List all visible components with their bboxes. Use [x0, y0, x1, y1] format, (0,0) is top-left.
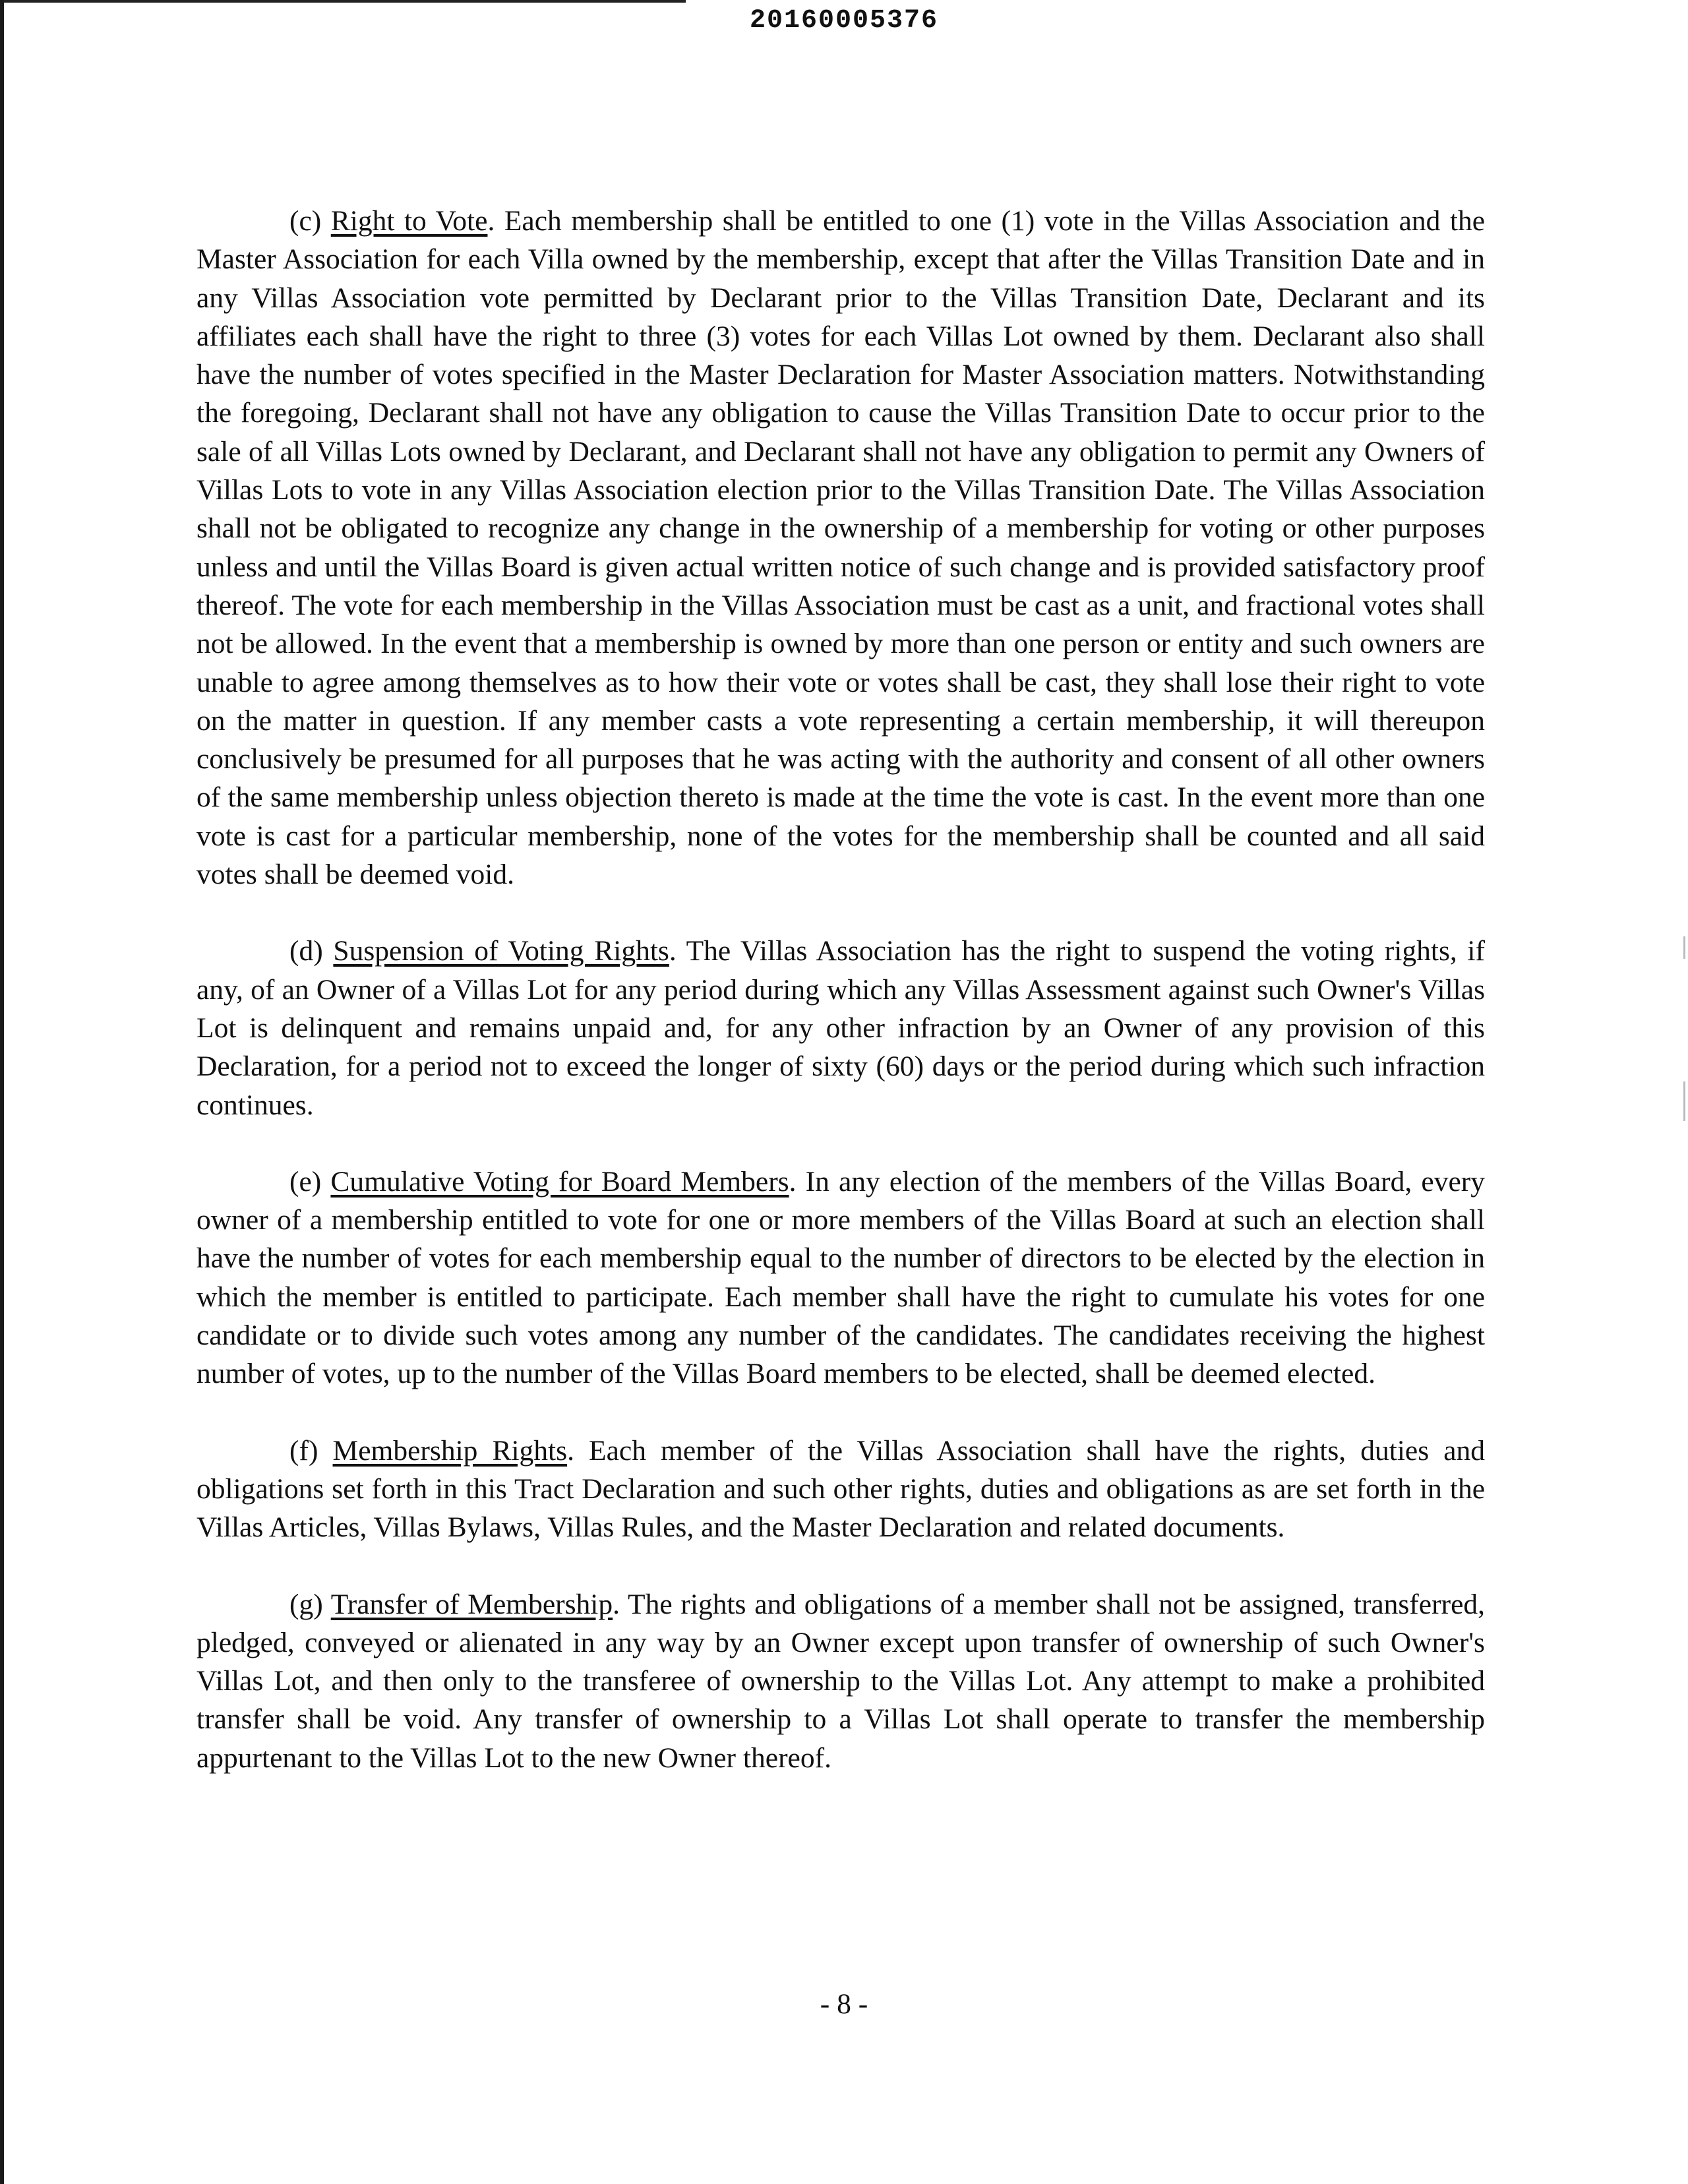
paragraph-text: . The Villas Association has the right to suspend the voting rights, if any, of an Owner of a Villas Lot for any period during which any Villas Assessment against such Owner's Villas Lot is delinquent and remains unpaid and, for any other infraction by an Owner of any provision of this Declaration, for a period not to exceed the longer of sixty (60) days or the period during which such infraction continues.	[196, 935, 1485, 1121]
paragraph-text: . Each membership shall be entitled to one (1) vote in the Villas Association and the Master Association for each Villa owned by the membership, except that after the Villas Transition Date and in any Villas Association vote permitted by Declarant prior to the Villas Transition Date, Declarant and its affiliates each shall have the right to three (3) votes for each Villas Lot owned by them. Declarant also shall have the number of votes specified in the Master Declaration for Master Association matters. Notwithstanding the foregoing, Declarant shall not have any obligation to cause the Villas Transition Date to occur prior to the sale of all Villas Lots owned by Declarant, and Declarant shall not have any obligation to permit any Owners of Villas Lots to vote in any Villas Association election prior to the Villas Transition Date. The Villas Association shall not be obligated to recognize any change in the ownership of a membership for voting or other purposes unless and until the Villas Board is given actual written notice of such change and is provided satisfactory proof thereof. The vote for each membership in the Villas Association must be cast as a unit, and fractional votes shall not be allowed. In the event that a membership is owned by more than one person or entity and such owners are unable to agree among themselves as to how their vote or votes shall be cast, they shall lose their right to vote on the matter in question. If any member casts a vote representing a certain membership, it will thereupon conclusively be presumed for all purposes that he was acting with the authority and consent of all other owners of the same membership unless objection thereto is made at the time the vote is cast. In the event more than one vote is cast for a particular membership, none of the votes for the membership shall be counted and all said votes shall be deemed void.	[196, 205, 1486, 891]
document-number: 20160005376	[749, 6, 939, 36]
paragraph-right-to-vote	[196, 202, 1485, 894]
paragraph-heading: Transfer of Membership	[330, 1588, 613, 1620]
page-number: - 8 -	[820, 1988, 868, 2020]
scan-left-border	[0, 0, 4, 2184]
paragraph-heading: Suspension of Voting Rights	[333, 935, 669, 967]
paragraph-suspension-of-voting-rights	[196, 932, 1485, 1124]
document-body	[196, 202, 1485, 1815]
paragraph-marker: (d)	[289, 935, 323, 967]
scan-top-border	[0, 0, 686, 3]
paragraph-marker: (e)	[289, 1165, 322, 1198]
paragraph-text: . Each member of the Villas Association shall have the rights, duties and obligations set forth in this Tract Declaration and such other rights, duties and obligations as are set forth in the Villas Articles, Villas Bylaws, Villas Rules, and the Master Declaration and related documents.	[196, 1434, 1485, 1544]
paragraph-marker: (c)	[289, 205, 322, 237]
paragraph-heading: Membership Rights	[332, 1434, 568, 1467]
scan-artifact	[1683, 936, 1685, 959]
paragraph-text: . In any election of the members of the Villas Board, every owner of a membership entitled to vote for one or more members of the Villas Board at such an election shall have the number of votes for each membership equal to the number of directors to be elected by the election in which the member is entitled to participate. Each member shall have the right to cumulate his votes for one candidate or to divide such votes among any number of the candidates. The candidates receiving the highest number of votes, up to the number of the Villas Board members to be elected, shall be deemed elected.	[196, 1165, 1485, 1390]
paragraph-marker: (f)	[289, 1434, 318, 1467]
paragraph-text: . The rights and obligations of a member shall not be assigned, transferred, pledged, conveyed or alienated in any way by an Owner except upon transfer of ownership of such Owner's Villas Lot, and then only to the transferee of ownership to the Villas Lot. Any attempt to make a prohibited transfer shall be void. Any transfer of ownership to a Villas Lot shall operate to transfer the membership appurtenant to the Villas Lot to the new Owner thereof.	[196, 1588, 1485, 1774]
paragraph-cumulative-voting	[196, 1163, 1485, 1393]
paragraph-membership-rights	[196, 1432, 1485, 1547]
scan-artifact	[1683, 1081, 1685, 1121]
paragraph-heading: Cumulative Voting for Board Members	[330, 1165, 789, 1198]
paragraph-heading: Right to Vote	[330, 205, 488, 237]
paragraph-transfer-of-membership	[196, 1585, 1485, 1777]
paragraph-marker: (g)	[289, 1588, 323, 1620]
